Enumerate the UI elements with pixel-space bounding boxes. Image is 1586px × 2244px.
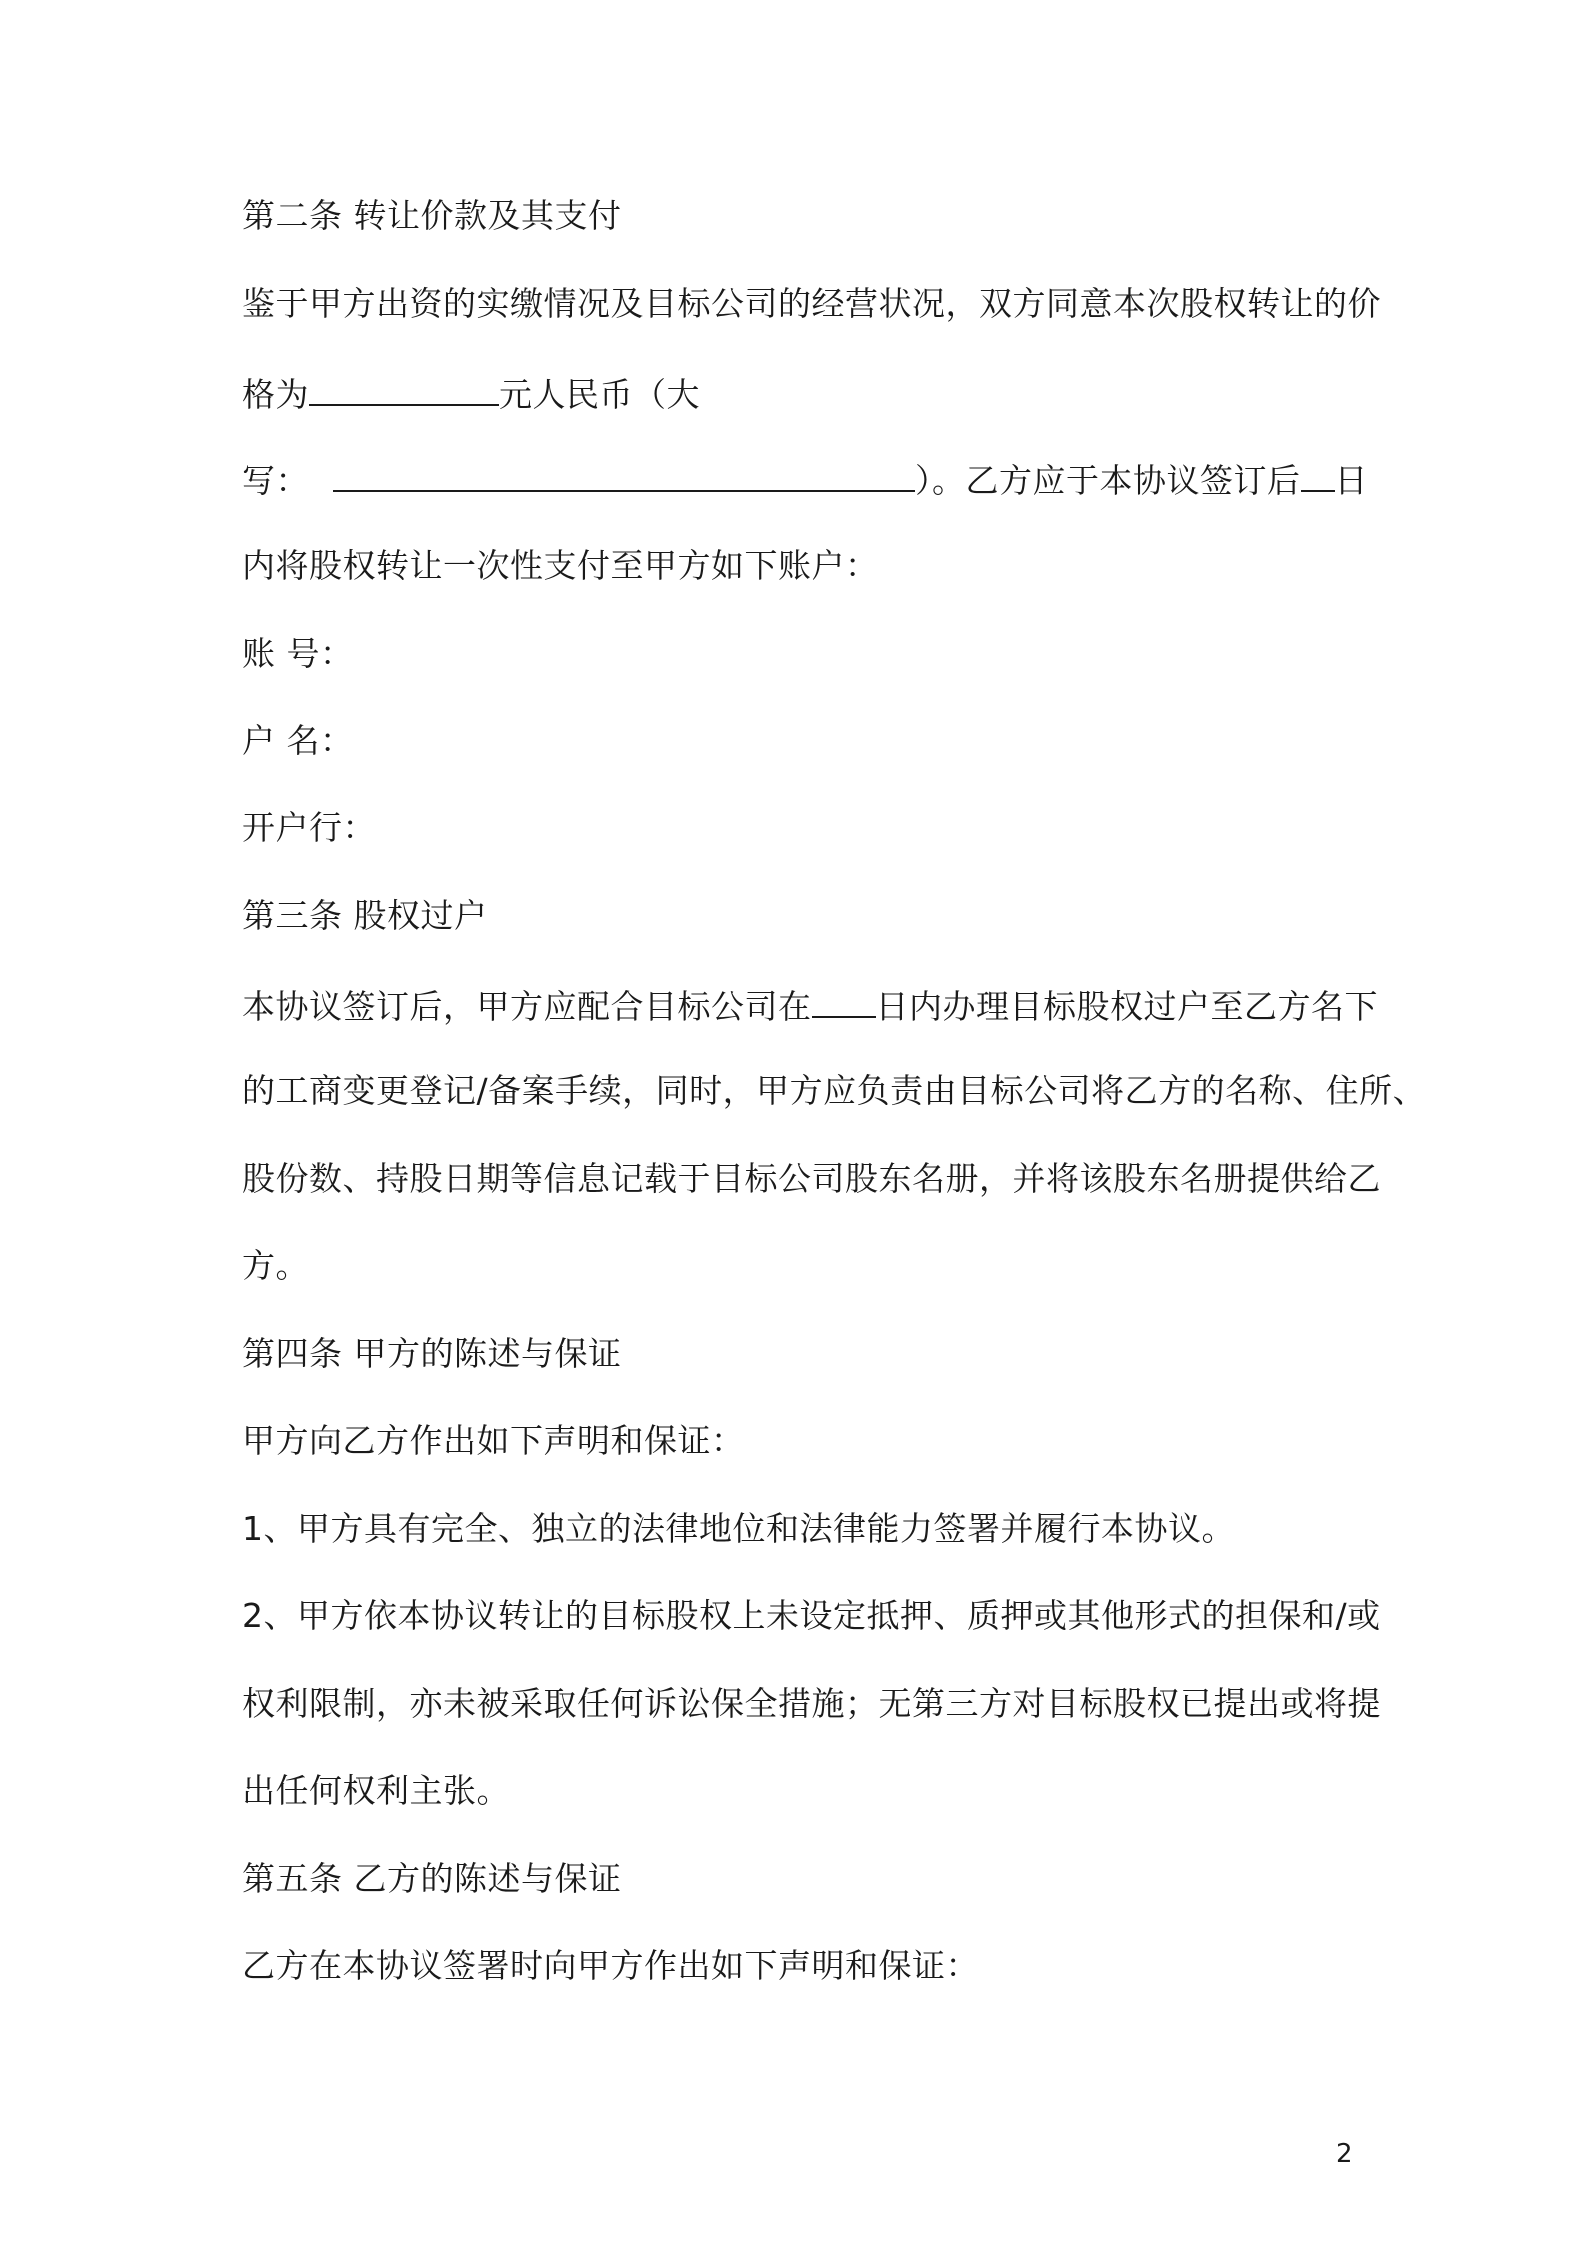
paragraph-line: 内将股权转让一次性支付至甲方如下账户： bbox=[242, 546, 879, 585]
article-2-heading: 第二条 转让价款及其支付 bbox=[242, 196, 622, 235]
paragraph-line: 权利限制，亦未被采取任何诉讼保全措施；无第三方对目标股权已提出或将提 bbox=[242, 1684, 1381, 1723]
price-line-suffix: 元人民币（大 bbox=[499, 375, 700, 414]
paragraph-line: 2、甲方依本协议转让的目标股权上未设定抵押、质押或其他形式的担保和/或 bbox=[242, 1596, 1381, 1635]
uppercase-prefix: 写： bbox=[242, 461, 309, 500]
paragraph-line: 出任何权利主张。 bbox=[242, 1771, 510, 1810]
transfer-suffix: 日内办理目标股权过户至乙方名下 bbox=[875, 987, 1378, 1026]
transfer-line bbox=[242, 982, 1378, 1029]
uppercase-amount-line bbox=[242, 456, 1368, 503]
paragraph-line: 股份数、持股日期等信息记载于目标公司股东名册，并将该股东名册提供给乙 bbox=[242, 1159, 1381, 1198]
transfer-days-blank[interactable] bbox=[812, 982, 876, 1018]
paragraph-line: 乙方在本协议签署时向甲方作出如下声明和保证： bbox=[242, 1946, 979, 1985]
account-number-label: 账 号： bbox=[242, 634, 354, 673]
uppercase-amount-blank[interactable] bbox=[333, 456, 915, 492]
price-blank[interactable] bbox=[309, 370, 499, 406]
paragraph-line: 甲方向乙方作出如下声明和保证： bbox=[242, 1421, 745, 1460]
article-3-heading: 第三条 股权过户 bbox=[242, 896, 488, 935]
price-line bbox=[242, 370, 700, 417]
paragraph-line: 1、甲方具有完全、独立的法律地位和法律能力签署并履行本协议。 bbox=[242, 1509, 1235, 1548]
article-5-heading: 第五条 乙方的陈述与保证 bbox=[242, 1859, 622, 1898]
uppercase-middle: ）。乙方应于本协议签订后 bbox=[915, 461, 1301, 500]
uppercase-suffix: 日 bbox=[1334, 461, 1368, 500]
article-4-heading: 第四条 甲方的陈述与保证 bbox=[242, 1334, 622, 1373]
payment-days-blank[interactable] bbox=[1301, 456, 1335, 492]
price-line-prefix: 格为 bbox=[242, 375, 309, 414]
account-name-label: 户 名： bbox=[242, 721, 354, 760]
paragraph-line: 方。 bbox=[242, 1246, 309, 1285]
bank-label: 开户行： bbox=[242, 808, 376, 847]
transfer-prefix: 本协议签订后，甲方应配合目标公司在 bbox=[242, 987, 812, 1026]
paragraph-line: 鉴于甲方出资的实缴情况及目标公司的经营状况，双方同意本次股权转让的价 bbox=[242, 284, 1381, 323]
page-number: 2 bbox=[1336, 2139, 1353, 2169]
paragraph-line: 的工商变更登记/备案手续，同时，甲方应负责由目标公司将乙方的名称、住所、 bbox=[242, 1071, 1427, 1110]
